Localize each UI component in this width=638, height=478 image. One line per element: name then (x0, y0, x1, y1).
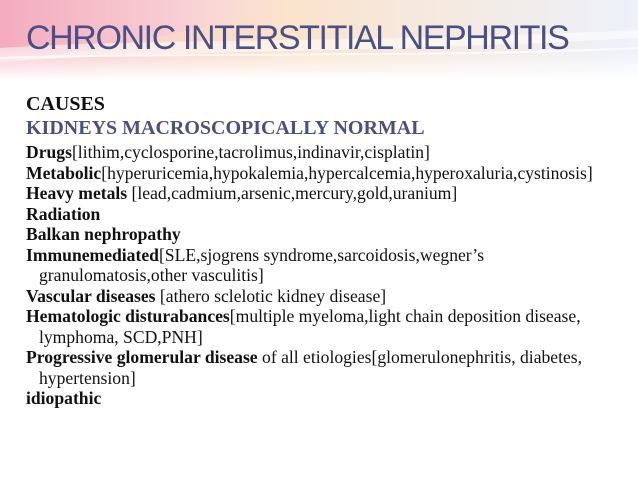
cause-item (26, 183, 626, 204)
cause-item (26, 163, 626, 184)
cause-name: Heavy metals (26, 183, 128, 203)
slide-title: CHRONIC INTERSTITIAL NEPHRITIS (26, 19, 569, 57)
cause-name: Radiation (26, 203, 101, 224)
cause-item (26, 142, 626, 163)
cause-name: idiopathic (26, 388, 102, 408)
cause-item (26, 388, 626, 409)
cause-detail: [multiple myeloma,light chain deposition disease, lymphoma, SCD,PNH] (39, 306, 581, 347)
cause-item (26, 286, 626, 307)
cause-detail: [SLE,sjogrens syndrome,sarcoidosis,wegner’s granulomatosis,other vasculitis] (39, 244, 485, 285)
cause-name: Metabolic (26, 162, 102, 183)
cause-name: Balkan nephropathy (26, 224, 181, 244)
cause-item (26, 224, 626, 245)
cause-name: Drugs (26, 142, 72, 162)
heading-causes: CAUSES (26, 93, 105, 115)
cause-detail: of all etiologies[glomerulonephritis, diabetes, hypertension] (39, 347, 583, 388)
cause-name: Vascular diseases (26, 285, 156, 306)
heading-kidneys-normal: KIDNEYS MACROSCOPICALLY NORMAL (26, 117, 425, 139)
cause-item (26, 245, 626, 286)
cause-detail: [lead,cadmium,arsenic,mercury,gold,uranium] (127, 183, 458, 203)
cause-name: Immunemediated (26, 244, 159, 265)
slide-content (26, 92, 626, 409)
cause-item (26, 347, 626, 388)
cause-detail: [hyperuricemia,hypokalemia,hypercalcemia,hyperoxaluria,cystinosis] (101, 162, 593, 183)
cause-item (26, 204, 626, 225)
cause-name: Hematologic disturabances (26, 306, 230, 326)
cause-detail: [lithim,cyclosporine,tacrolimus,indinavir,cisplatin] (71, 142, 430, 162)
cause-name: Progressive glomerular disease (26, 347, 258, 367)
cause-detail: [athero sclelotic kidney disease] (155, 285, 387, 306)
cause-item (26, 306, 626, 347)
